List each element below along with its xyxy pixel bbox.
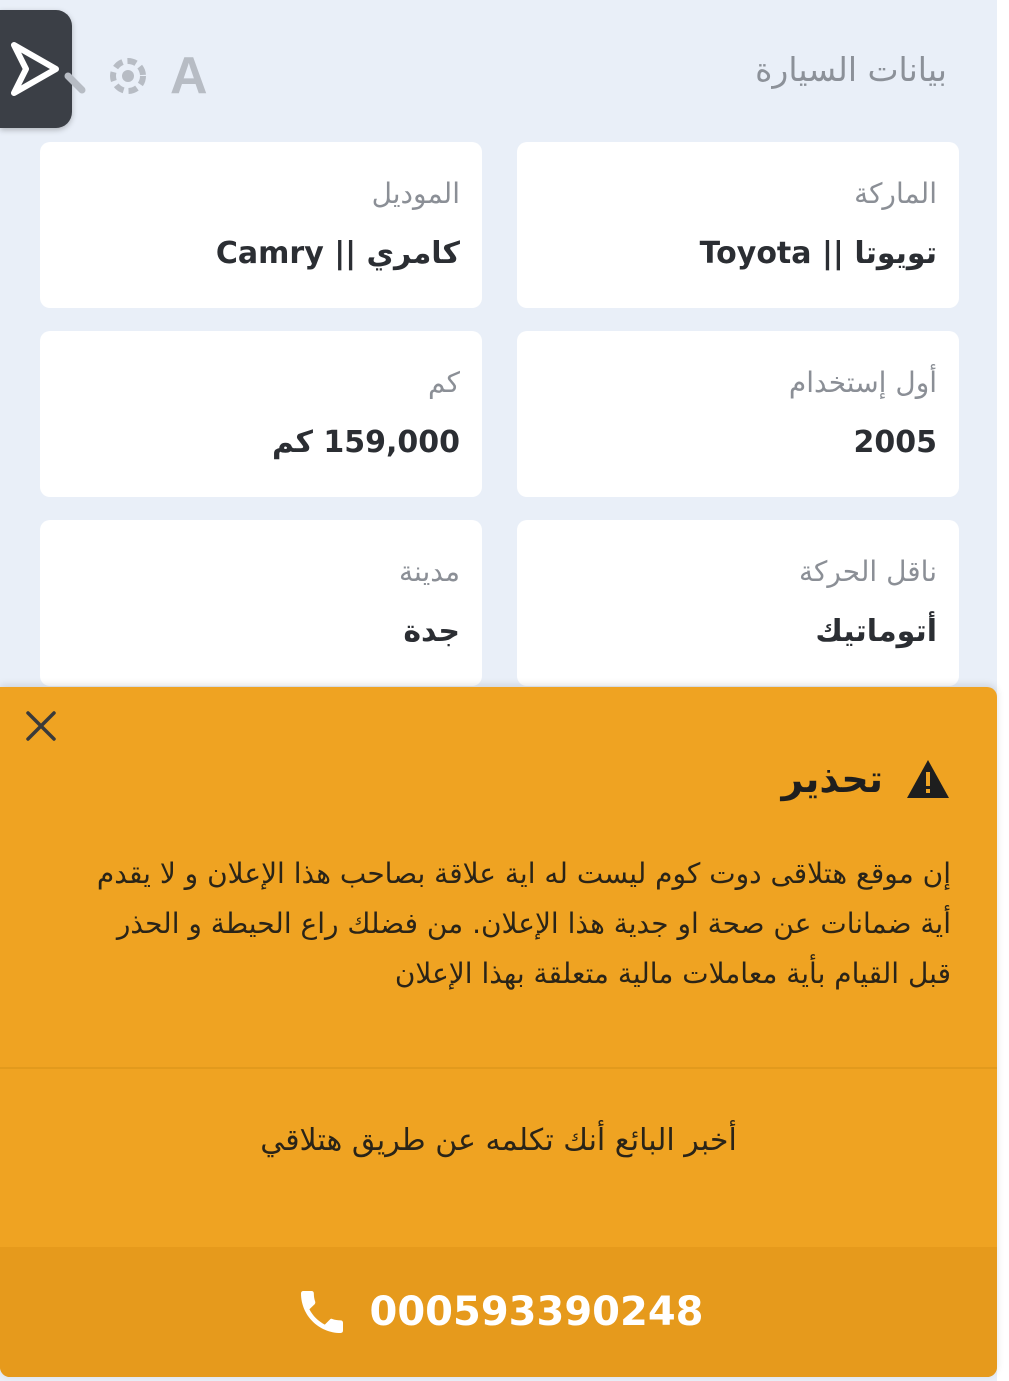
detail-label: ناقل الحركة [799, 555, 937, 588]
detail-card-model [40, 142, 482, 308]
detail-value: تويوتا || Toyota [699, 236, 937, 271]
detail-card-city [40, 520, 482, 686]
close-icon [24, 709, 58, 743]
warning-header [781, 757, 951, 801]
search-icon[interactable] [64, 56, 86, 96]
warning-title: تحذير [781, 757, 883, 801]
detail-label: الماركة [854, 177, 937, 210]
close-button[interactable] [20, 705, 62, 747]
detail-value: كامري || Camry [215, 236, 460, 271]
detail-card-first-use [517, 331, 959, 497]
detail-value: جدة [403, 614, 460, 649]
section-title: بيانات السيارة [755, 50, 947, 89]
tell-seller-note: أخبر البائع أنك تكلمه عن طريق هتلاقي [260, 1123, 737, 1158]
font-size-icon[interactable]: A [170, 47, 208, 105]
accessibility-toolbar [64, 44, 208, 108]
detail-card-transmission [517, 520, 959, 686]
settings-cog-icon[interactable] [104, 52, 152, 100]
share-button[interactable] [0, 10, 72, 128]
detail-card-brand [517, 142, 959, 308]
warning-popup [0, 687, 997, 1377]
detail-value: 159,000 كم [271, 425, 460, 460]
detail-label: أول إستخدام [788, 366, 937, 399]
warning-message: إن موقع هتلاقى دوت كوم ليست له اية علاقة بصاحب هذا الإعلان و لا يقدم أية ضمانات عن صحة او جدية هذا الإعلان. من فضلك راع الحيطة و الحذر قبل القيام بأية معاملات مالية متعلقة بهذا الإعلان [96, 857, 951, 990]
phone-icon [294, 1284, 350, 1340]
detail-value: 2005 [853, 425, 937, 460]
share-arrow-icon [10, 37, 62, 101]
detail-label: الموديل [371, 177, 460, 210]
phone-number: 000593390248 [369, 1289, 704, 1335]
detail-label: كم [428, 366, 460, 399]
divider [0, 1067, 997, 1069]
detail-card-mileage [40, 331, 482, 497]
warning-triangle-icon [905, 758, 951, 800]
call-seller-button[interactable] [0, 1247, 997, 1377]
detail-label: مدينة [399, 555, 460, 588]
detail-value: أتوماتيك [815, 614, 937, 649]
